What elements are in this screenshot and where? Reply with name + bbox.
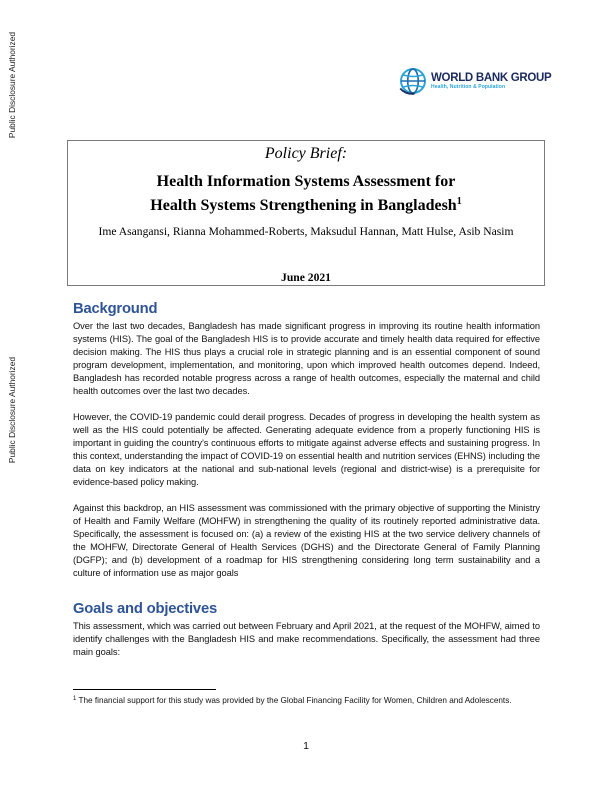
disclosure-stamp-top [2, 20, 22, 150]
globe-icon [398, 66, 428, 96]
document-title-line-2-text: Health Systems Strengthening in Bangladesh [150, 197, 457, 214]
authors: Ime Asangansi, Rianna Mohammed-Roberts, Maksudul Hannan, Matt Hulse, Asib Nasim [98, 225, 514, 238]
disclosure-stamp-text: Public Disclosure Authorized [7, 31, 18, 139]
footnote [73, 695, 540, 707]
goals-section [73, 600, 540, 659]
logo-subtitle: Health, Nutrition & Population [431, 83, 506, 90]
document-title-line-1: Health Information Systems Assessment for [156, 173, 456, 190]
background-paragraph: However, the COVID-19 pandemic could derail progress. Decades of progress in developing the health system as well as the HIS could potentially be affected. Generating adequate evidence from a properly functioning HIS is important in guiding the country’s continuous efforts to mitigate against adverse effects and sustaining progress. In this context, understanding the impact of COVID-19 on essential health and nutrition services (EHNS) including the data on key indicators at the national and sub-national levels (regional and district-wise) is a prerequisite for evidence-based policy making. [73, 412, 540, 487]
document-kicker: Policy Brief: [264, 145, 348, 162]
background-paragraph: Against this backdrop, an HIS assessment was commissioned with the primary objective of supporting the Ministry of Health and Family Welfare (MOHFW) in strengthening the quality of its routinely reported administrative data. Specifically, the assessment is focused on: (a) a review of the existing HIS at the two service delivery channels of the MOHFW, Directorate General of Health Services (DGHS) and the Directorate General of Family Planning (DGFP); and (b) development of a roadmap for HIS strengthening considering long term sustainability and a culture of information use as major goals [73, 503, 540, 578]
logo-title: WORLD BANK GROUP [431, 71, 552, 84]
footnote-separator [73, 689, 216, 690]
section-heading-goals: Goals and objectives [73, 601, 218, 617]
section-heading-background: Background [73, 301, 158, 317]
title-box [67, 140, 545, 286]
goals-paragraph: This assessment, which was carried out between February and April 2021, at the request of the MOHFW, aimed to identify challenges with the Bangladesh HIS and make recommendations. Specifically, the assessment had three main goals: [73, 621, 540, 657]
footnote-reference[interactable]: 1 [456, 196, 462, 207]
disclosure-stamp-middle [2, 345, 22, 475]
footnote-number: 1 [73, 696, 77, 702]
disclosure-stamp-text: Public Disclosure Authorized [7, 356, 18, 464]
background-paragraph: Over the last two decades, Bangladesh has made significant progress in improving its routine health information systems (HIS). The goal of the Bangladesh HIS is to provide accurate and timely health data required for effective decision making. The HIS thus plays a crucial role in strategic planning and is an essential component of sound program development, implementation, and monitoring, upon which improved health outcomes depend. Indeed, Bangladesh has recorded notable progress across a range of health outcomes, especially the maternal and child health outcomes over the last two decades. [73, 321, 540, 396]
page-number: 1 [303, 740, 309, 752]
publication-date: June 2021 [281, 271, 331, 284]
footnote-text: The financial support for this study was provided by the Global Financing Facility for Women, Children and Adolescents. [76, 696, 512, 705]
document-title-line-2 [68, 197, 544, 215]
world-bank-logo [398, 66, 551, 96]
background-section [73, 300, 540, 580]
